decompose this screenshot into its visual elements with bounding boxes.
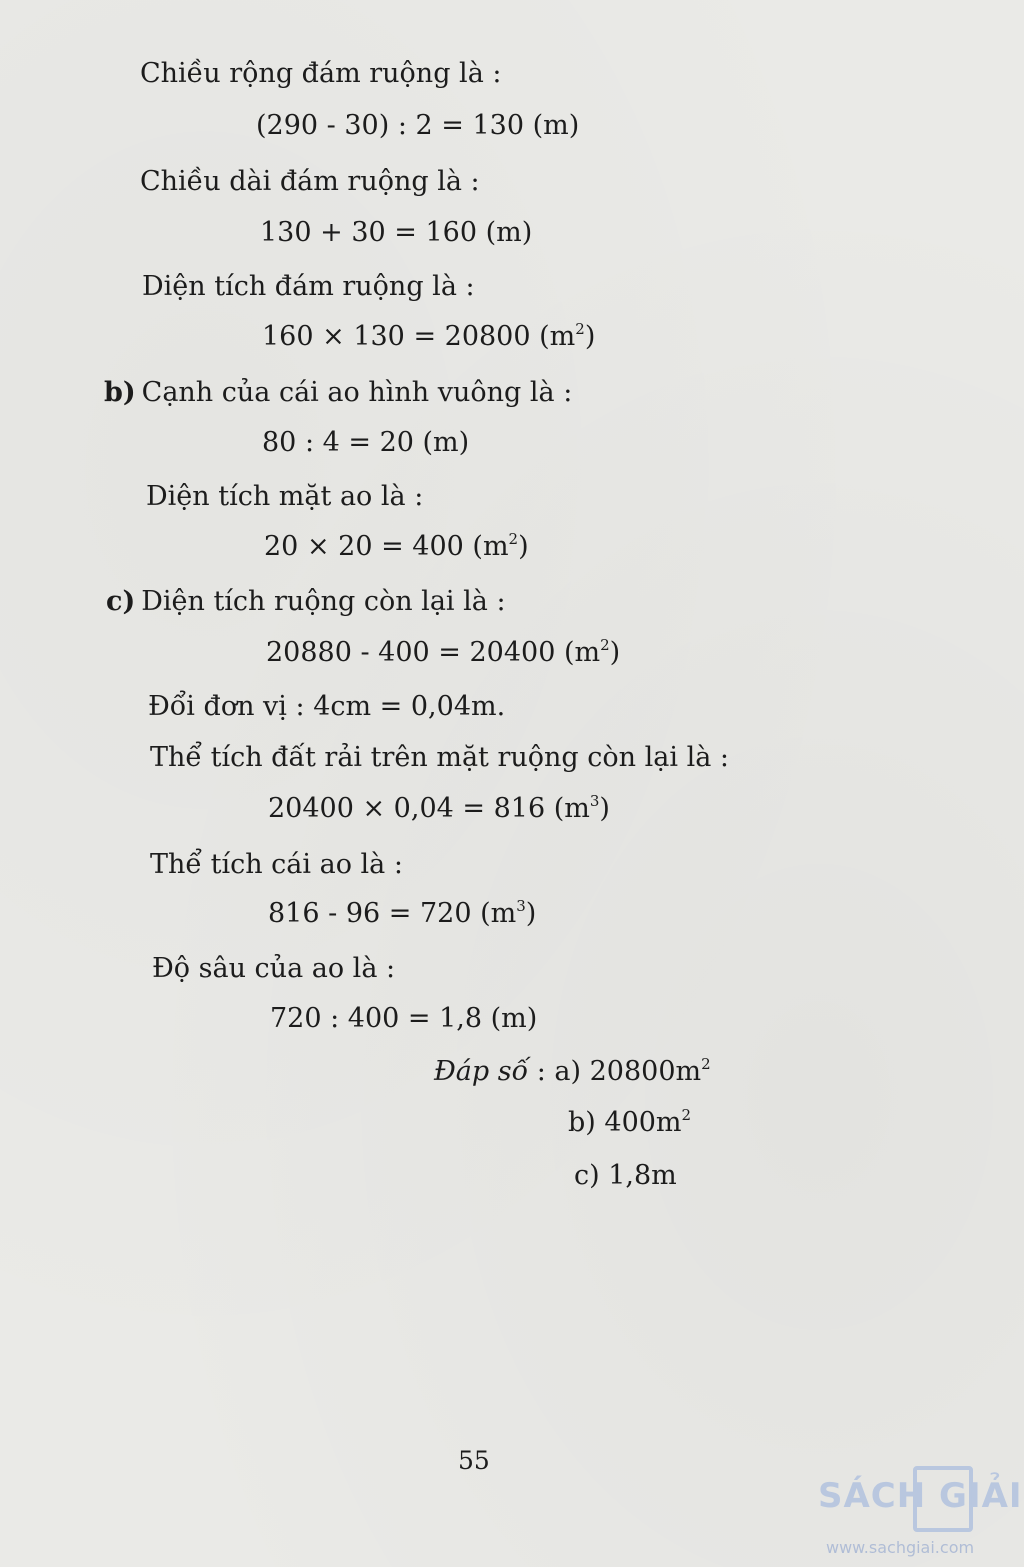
- page-number: 55: [458, 1446, 490, 1475]
- equation-line: 20 × 20 = 400 $(m^2)$: [264, 530, 529, 562]
- answer-heading: Đáp số: [434, 1056, 529, 1087]
- part-label: c): [106, 586, 136, 617]
- equation-line: 20400 × 0,04 = 816 $(m^3)$: [268, 792, 610, 824]
- equation-line: 816 - 96 = 720 $(m^3)$: [268, 897, 537, 929]
- equation-line: (290 - 30) : 2 = 130 (m): [256, 110, 580, 141]
- equation-line: 80 : 4 = 20 (m): [262, 427, 470, 458]
- answer-line-c: c) 1,8m: [574, 1160, 677, 1191]
- equation-line: 20880 - 400 = 20400 $(m^2)$: [266, 636, 621, 668]
- answer-line-a: Đáp số : a) $20800m^2$: [434, 1055, 711, 1087]
- solution-line: Chiều dài đám ruộng là :: [140, 166, 480, 197]
- solution-line: Thể tích đất rải trên mặt ruộng còn lại là :: [150, 742, 730, 773]
- part-b-line: b) Cạnh của cái ao hình vuông là :: [104, 377, 573, 408]
- solution-line: Diện tích mặt ao là :: [146, 481, 424, 512]
- solution-line: Chiều rộng đám ruộng là :: [140, 58, 502, 89]
- watermark-brand: SÁCH GIẢI: [818, 1476, 1023, 1516]
- watermark-logo: [818, 1462, 1024, 1562]
- solution-line: Diện tích đám ruộng là :: [142, 271, 475, 302]
- equation-line: 720 : 400 = 1,8 (m): [270, 1003, 538, 1034]
- solution-line: Độ sâu của ao là :: [152, 953, 396, 984]
- equation-line: 130 + 30 = 160 (m): [260, 217, 533, 248]
- part-c-line: c) Diện tích ruộng còn lại là :: [106, 586, 506, 617]
- solution-line: Đổi đơn vị : 4cm = 0,04m.: [148, 691, 506, 722]
- answer-line-b: b) $400m^2$: [568, 1106, 692, 1138]
- watermark-url: www.sachgiai.com: [826, 1538, 975, 1557]
- part-label: b): [104, 377, 136, 408]
- solution-line: Thể tích cái ao là :: [150, 849, 403, 880]
- equation-line: 160 × 130 = 20800 $(m^2)$: [262, 320, 596, 352]
